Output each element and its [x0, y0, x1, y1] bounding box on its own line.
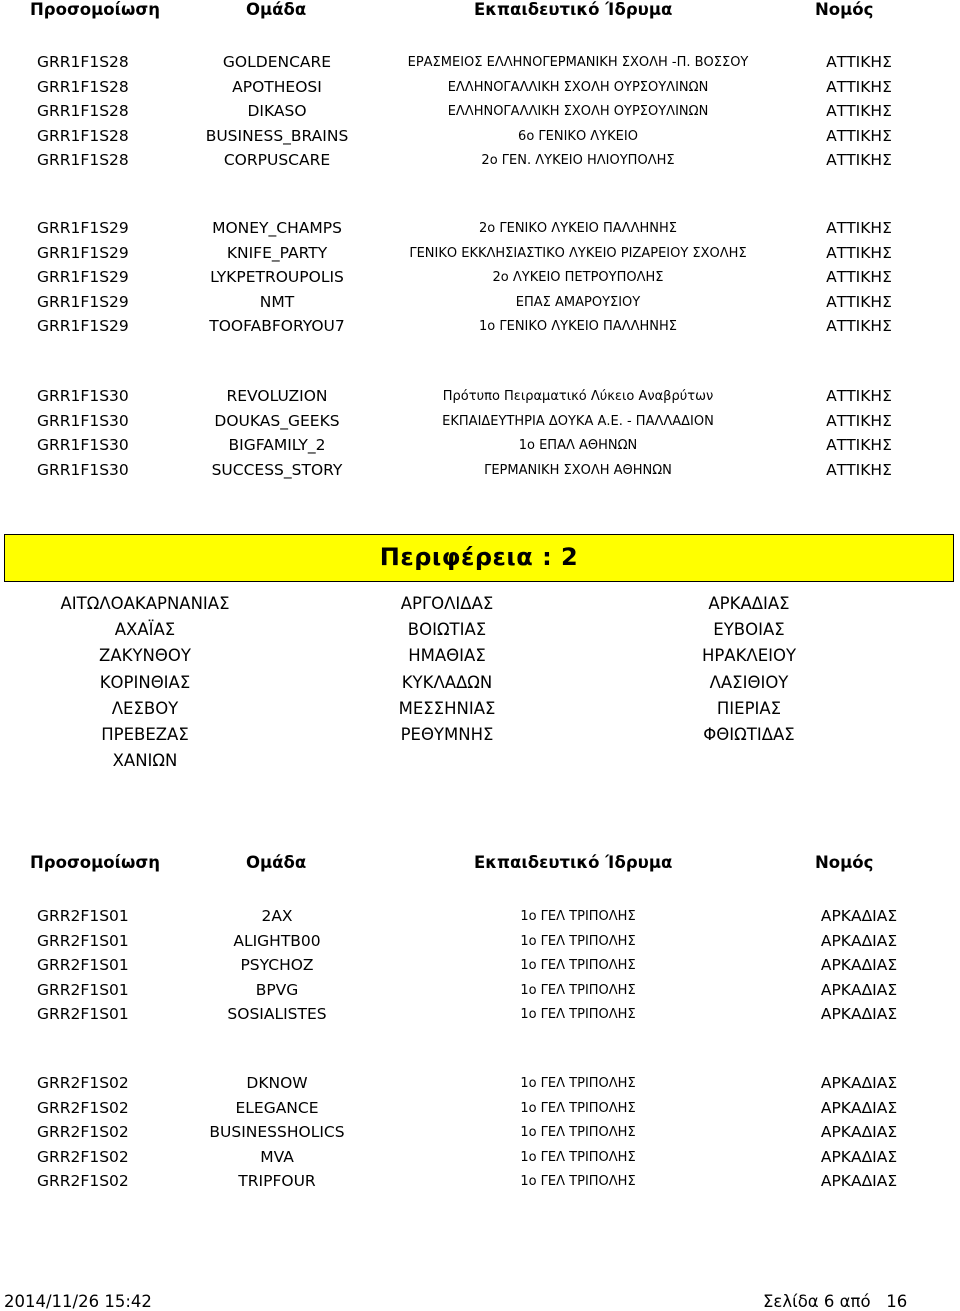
prefecture-cell: ΑΤΤΙΚΗΣ: [826, 460, 892, 479]
header-prefecture: Νομός: [815, 0, 874, 19]
prefecture-cell: ΑΤΤΙΚΗΣ: [826, 292, 892, 311]
group-bottom-0: [0, 907, 960, 1030]
region-row: [0, 594, 960, 620]
team-cell: BUSINESS_BRAINS: [205, 126, 349, 145]
simulation-cell: GRR2F1S01: [37, 907, 129, 925]
table-row: [0, 387, 960, 412]
team-cell: KNIFE_PARTY: [226, 243, 328, 262]
region-row: [0, 620, 960, 646]
region-name: ΡΕΘΥΜΝΗΣ: [400, 724, 494, 744]
simulation-cell: GRR2F1S02: [37, 1147, 129, 1166]
simulation-cell: GRR1F1S29: [37, 317, 129, 335]
prefecture-cell: ΑΤΤΙΚΗΣ: [826, 53, 892, 71]
prefecture-cell: ΑΤΤΙΚΗΣ: [826, 126, 892, 145]
prefecture-cell: ΑΡΚΑΔΙΑΣ: [820, 980, 898, 999]
table-header-bottom: [0, 853, 960, 875]
region-row: [0, 725, 960, 751]
region-name: ΕΥΒΟΙΑΣ: [713, 620, 785, 640]
simulation-cell: GRR2F1S01: [37, 956, 129, 974]
region-name: ΠΙΕΡΙΑΣ: [716, 698, 782, 718]
simulation-cell: GRR2F1S02: [37, 1098, 129, 1117]
region-title: Περιφέρεια : 2: [379, 543, 579, 571]
institution-cell: ΓΕΡΜΑΝΙΚΗ ΣΧΟΛΗ ΑΘΗΝΩΝ: [484, 462, 672, 478]
region-name: ΜΕΣΣΗΝΙΑΣ: [398, 698, 496, 718]
prefecture-cell: ΑΡΚΑΔΙΑΣ: [820, 907, 898, 925]
prefecture-cell: ΑΤΤΙΚΗΣ: [826, 219, 892, 237]
region-name: ΚΥΚΛΑΔΩΝ: [401, 672, 493, 692]
simulation-cell: GRR1F1S28: [37, 77, 129, 96]
region-name: ΦΘΙΩΤΙΔΑΣ: [703, 724, 795, 744]
region-banner: [4, 534, 954, 582]
team-cell: CORPUSCARE: [223, 151, 331, 169]
region-name: ΒΟΙΩΤΙΑΣ: [407, 620, 487, 640]
team-cell: PSYCHOZ: [240, 956, 314, 974]
table-row: [0, 268, 960, 293]
simulation-cell: GRR1F1S28: [37, 126, 129, 145]
institution-cell: 2ο ΓΕΝ. ΛΥΚΕΙΟ ΗΛΙΟΥΠΟΛΗΣ: [481, 153, 675, 168]
header-prefecture: Νομός: [815, 853, 874, 872]
team-cell: ELEGANCE: [235, 1098, 319, 1117]
institution-cell: 1ο ΓΕΛ ΤΡΙΠΟΛΗΣ: [520, 958, 636, 973]
table-row: [0, 127, 960, 152]
table-row: [0, 1099, 960, 1124]
header-institution: Εκπαιδευτικό Ίδρυμα: [474, 0, 673, 19]
prefecture-cell: ΑΤΤΙΚΗΣ: [826, 436, 892, 454]
team-cell: BIGFAMILY_2: [228, 436, 326, 454]
simulation-cell: GRR2F1S02: [37, 1123, 129, 1141]
institution-cell: 1ο ΓΕΛ ΤΡΙΠΟΛΗΣ: [520, 1007, 636, 1022]
table-row: [0, 244, 960, 269]
institution-cell: 1ο ΓΕΛ ΤΡΙΠΟΛΗΣ: [520, 933, 636, 949]
table-row: [0, 78, 960, 103]
institution-cell: 2ο ΛΥΚΕΙΟ ΠΕΤΡΟΥΠΟΛΗΣ: [492, 270, 664, 285]
table-row: [0, 981, 960, 1006]
group-top-0: [0, 53, 960, 176]
team-cell: MVA: [260, 1147, 294, 1166]
institution-cell: 1ο ΕΠΑΛ ΑΘΗΝΩΝ: [518, 438, 638, 453]
prefecture-cell: ΑΤΤΙΚΗΣ: [826, 243, 892, 262]
region-name: ΠΡΕΒΕΖΑΣ: [101, 724, 189, 744]
footer-page-number: Σελίδα 6 από 16: [763, 1292, 908, 1311]
team-cell: TOOFABFORYOU7: [209, 317, 345, 335]
prefecture-cell: ΑΤΤΙΚΗΣ: [826, 268, 892, 286]
header-simulation: Προσομοίωση: [30, 853, 160, 872]
table-row: [0, 1005, 960, 1030]
institution-cell: ΓΕΝΙΚΟ ΕΚΚΛΗΣΙΑΣΤΙΚΟ ΛΥΚΕΙΟ ΡΙΖΑΡΕΙΟΥ ΣΧΟΛΗΣ: [409, 245, 747, 261]
simulation-cell: GRR1F1S29: [37, 292, 129, 311]
region-name: ΗΜΑΘΙΑΣ: [408, 646, 486, 666]
team-cell: NMT: [259, 292, 295, 311]
institution-cell: ΕΚΠΑΙΔΕΥΤΗΡΙΑ ΔΟΥΚΑ Α.Ε. - ΠΑΛΛΑΔΙΟΝ: [442, 413, 714, 429]
institution-cell: ΕΛΛΗΝΟΓΑΛΛΙΚΗ ΣΧΟΛΗ ΟΥΡΣΟΥΛΙΝΩΝ: [447, 79, 709, 95]
simulation-cell: GRR1F1S30: [37, 411, 129, 430]
prefecture-cell: ΑΤΤΙΚΗΣ: [826, 102, 892, 120]
table-row: [0, 53, 960, 78]
table-row: [0, 293, 960, 318]
region-name: ΧΑΝΙΩΝ: [112, 751, 178, 771]
team-cell: MONEY_CHAMPS: [212, 219, 342, 237]
institution-cell: Πρότυπο Πειραματικό Λύκειο Αναβρύτων: [442, 389, 714, 404]
simulation-cell: GRR2F1S02: [37, 1172, 129, 1190]
region-name: ΗΡΑΚΛΕΙΟΥ: [701, 646, 797, 666]
team-cell: SOSIALISTES: [227, 1005, 327, 1023]
prefecture-cell: ΑΤΤΙΚΗΣ: [826, 317, 892, 335]
region-name: ΑΡΚΑΔΙΑΣ: [708, 594, 790, 613]
prefecture-cell: ΑΡΚΑΔΙΑΣ: [820, 931, 898, 950]
team-cell: TRIPFOUR: [238, 1172, 316, 1190]
prefecture-cell: ΑΤΤΙΚΗΣ: [826, 387, 892, 405]
table-header-top: [0, 0, 960, 22]
simulation-cell: GRR2F1S01: [37, 931, 129, 950]
simulation-cell: GRR2F1S01: [37, 1005, 129, 1023]
prefecture-cell: ΑΡΚΑΔΙΑΣ: [820, 1172, 898, 1190]
prefecture-cell: ΑΤΤΙΚΗΣ: [826, 77, 892, 96]
team-cell: SUCCESS_STORY: [211, 460, 343, 479]
team-cell: BUSINESSHOLICS: [209, 1123, 345, 1141]
prefecture-cell: ΑΤΤΙΚΗΣ: [826, 411, 892, 430]
prefecture-cell: ΑΡΚΑΔΙΑΣ: [820, 1074, 898, 1092]
group-top-2: [0, 387, 960, 485]
table-row: [0, 1074, 960, 1099]
table-row: [0, 317, 960, 342]
prefecture-cell: ΑΡΚΑΔΙΑΣ: [820, 1147, 898, 1166]
header-simulation: Προσομοίωση: [30, 0, 160, 19]
region-name: ΛΑΣΙΘΙΟΥ: [709, 672, 789, 692]
table-row: [0, 151, 960, 176]
simulation-cell: GRR1F1S30: [37, 436, 129, 454]
table-row: [0, 412, 960, 437]
simulation-cell: GRR2F1S02: [37, 1074, 129, 1092]
table-row: [0, 1123, 960, 1148]
team-cell: APOTHEOSI: [232, 77, 322, 96]
group-top-1: [0, 219, 960, 342]
region-name: ΑΧΑΪΑΣ: [114, 620, 176, 640]
prefecture-cell: ΑΡΚΑΔΙΑΣ: [820, 956, 898, 974]
simulation-cell: GRR1F1S30: [37, 387, 129, 405]
header-team: Ομάδα: [246, 0, 307, 19]
team-cell: BPVG: [255, 980, 299, 999]
region-name: ΑΙΤΩΛΟΑΚΑΡΝΑΝΙΑΣ: [60, 594, 230, 613]
region-name: ΑΡΓΟΛΙΔΑΣ: [400, 594, 494, 613]
prefecture-cell: ΑΡΚΑΔΙΑΣ: [820, 1123, 898, 1141]
prefecture-cell: ΑΡΚΑΔΙΑΣ: [820, 1005, 898, 1023]
simulation-cell: GRR1F1S29: [37, 268, 129, 286]
simulation-cell: GRR1F1S29: [37, 219, 129, 237]
prefecture-cell: ΑΡΚΑΔΙΑΣ: [820, 1098, 898, 1117]
region-name: ΛΕΣΒΟΥ: [111, 698, 179, 718]
table-row: [0, 461, 960, 486]
region-row: [0, 673, 960, 699]
team-cell: DIKASO: [247, 102, 307, 120]
group-bottom-1: [0, 1074, 960, 1197]
region-name: ΚΟΡΙΝΘΙΑΣ: [99, 672, 191, 692]
table-row: [0, 1172, 960, 1197]
institution-cell: 6ο ΓΕΝΙΚΟ ΛΥΚΕΙΟ: [518, 128, 638, 144]
region-name: ΖΑΚΥΝΘΟΥ: [99, 646, 191, 666]
region-row: [0, 751, 960, 777]
table-row: [0, 907, 960, 932]
header-institution: Εκπαιδευτικό Ίδρυμα: [474, 853, 673, 872]
institution-cell: ΕΡΑΣΜΕΙΟΣ ΕΛΛΗΝΟΓΕΡΜΑΝΙΚΗ ΣΧΟΛΗ -Π. ΒΟΣΣΟΥ: [407, 55, 749, 70]
team-cell: DKNOW: [246, 1074, 308, 1092]
table-row: [0, 956, 960, 981]
institution-cell: ΕΠΑΣ ΑΜΑΡΟΥΣΙΟΥ: [515, 294, 641, 310]
simulation-cell: GRR1F1S28: [37, 151, 129, 169]
simulation-cell: GRR2F1S01: [37, 980, 129, 999]
prefecture-cell: ΑΤΤΙΚΗΣ: [826, 151, 892, 169]
team-cell: DOUKAS_GEEKS: [214, 411, 340, 430]
institution-cell: 1ο ΓΕΝΙΚΟ ΛΥΚΕΙΟ ΠΑΛΛΗΝΗΣ: [479, 319, 677, 334]
institution-cell: 2ο ΓΕΝΙΚΟ ΛΥΚΕΙΟ ΠΑΛΛΗΝΗΣ: [479, 221, 677, 236]
institution-cell: 1ο ΓΕΛ ΤΡΙΠΟΛΗΣ: [520, 1076, 636, 1091]
table-row: [0, 1148, 960, 1173]
team-cell: REVOLUZION: [226, 387, 328, 405]
table-row: [0, 932, 960, 957]
region-list: [0, 594, 960, 777]
institution-cell: 1ο ΓΕΛ ΤΡΙΠΟΛΗΣ: [520, 1100, 636, 1116]
table-row: [0, 436, 960, 461]
institution-cell: 1ο ΓΕΛ ΤΡΙΠΟΛΗΣ: [520, 1174, 636, 1189]
simulation-cell: GRR1F1S28: [37, 53, 129, 71]
simulation-cell: GRR1F1S30: [37, 460, 129, 479]
team-cell: ALIGHTB00: [233, 931, 321, 950]
region-row: [0, 699, 960, 725]
team-cell: GOLDENCARE: [222, 53, 332, 71]
institution-cell: 1ο ΓΕΛ ΤΡΙΠΟΛΗΣ: [520, 1125, 636, 1140]
table-row: [0, 219, 960, 244]
team-cell: LYKPETROUPOLIS: [210, 268, 344, 286]
simulation-cell: GRR1F1S29: [37, 243, 129, 262]
footer-timestamp: 2014/11/26 15:42: [4, 1292, 152, 1311]
team-cell: 2AX: [261, 907, 293, 925]
institution-cell: 1ο ΓΕΛ ΤΡΙΠΟΛΗΣ: [520, 982, 636, 998]
institution-cell: 1ο ΓΕΛ ΤΡΙΠΟΛΗΣ: [520, 1149, 636, 1165]
header-team: Ομάδα: [246, 853, 307, 872]
table-row: [0, 102, 960, 127]
institution-cell: 1ο ΓΕΛ ΤΡΙΠΟΛΗΣ: [520, 909, 636, 924]
institution-cell: ΕΛΛΗΝΟΓΑΛΛΙΚΗ ΣΧΟΛΗ ΟΥΡΣΟΥΛΙΝΩΝ: [447, 104, 709, 119]
region-row: [0, 646, 960, 672]
simulation-cell: GRR1F1S28: [37, 102, 129, 120]
